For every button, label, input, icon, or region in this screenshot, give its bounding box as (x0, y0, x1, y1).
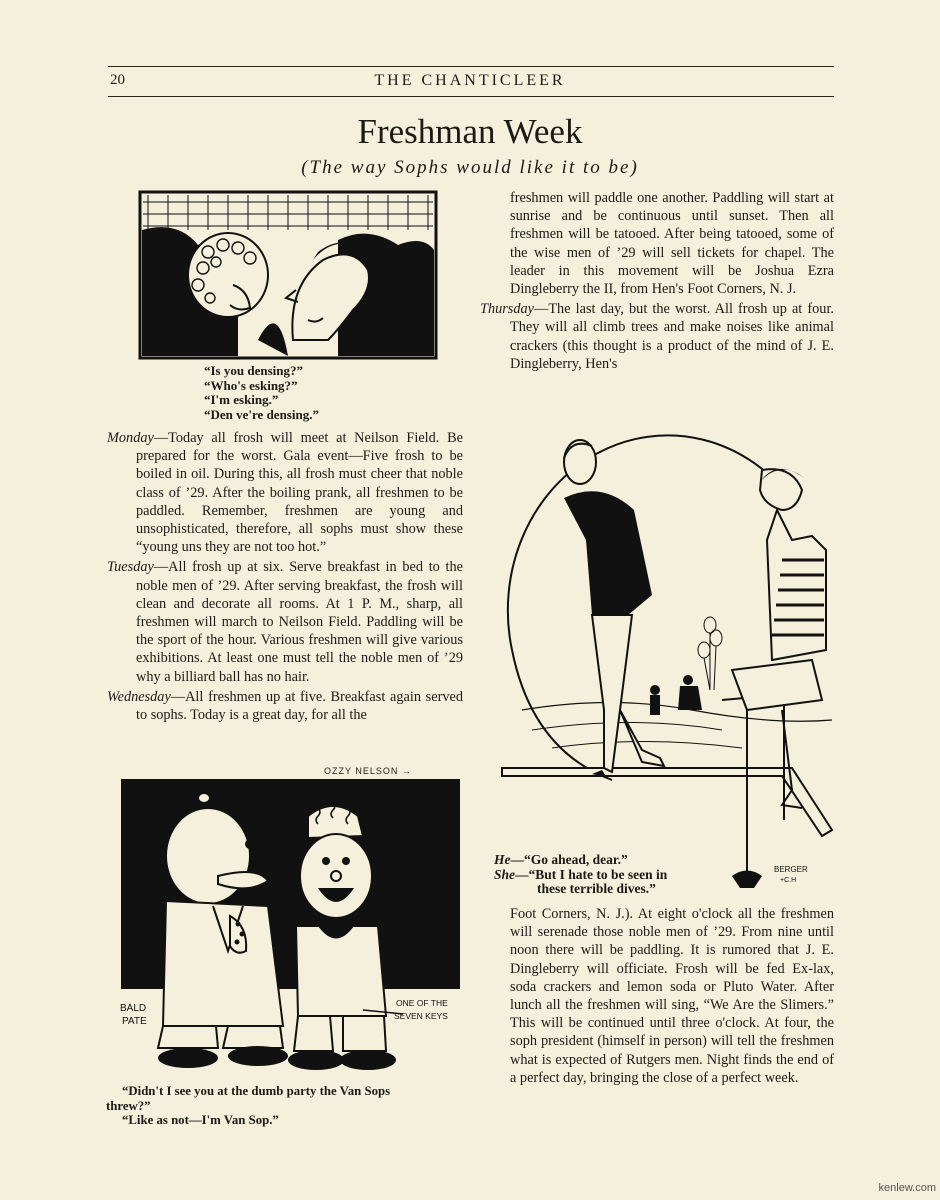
page-number: 20 (110, 72, 125, 88)
thursday-text: —The last day, but the worst. All frosh up at four. They will all climb trees and make noises like animal crackers (this thought is a product of the mind of J. E. Dingleberry, Hen's (510, 301, 834, 372)
thursday-label: Thursday (480, 301, 535, 318)
source-credit: kenlew.com (878, 1182, 936, 1194)
closing-paragraph: Foot Corners, N. J.). At eight o'clock all the freshmen will serenade those noble men of ’29. From nine until noon there will be paddling. It is rumored that J. E. Dingleberry will officiate. Frosh will be fed Ex-lax, soda crackers and lemon soda or Pluto Water. After lunch all the freshmen will sing, “We Are the Slimers.” This will be continued until three o'clock. At four, the soph president (himself in person) will tell the freshmen what is expected of Rutgers men. Night finds the end of a perfect day, bringing the close of a perfect week. (510, 906, 834, 1086)
monday-text: —Today all frosh will meet at Neilson Field. Be prepared for the worst. Gala event—Five frosh to be boiled in oil. During this, all frosh must cheer that noble class of ’29. After the boiling prank, all freshmen to be paddled. Remember, freshmen are young and unsophisticated, therefore, all sophs must show these “young uns they are not too hot.” (136, 430, 463, 556)
article-title: Freshman Week (357, 112, 583, 151)
continued-paragraph: freshmen will paddle one another. Paddling will start at sunrise and be continuous until sunset. Then all freshmen will be tatooed. After being tatooed, some of the wise men of ’29 will sell tickets for chapel. The leader in this movement will be Joshua Ezra Dingleberry the II, from Hen's Foot Corners, N. J. (510, 190, 834, 298)
label-one-of-the: ONE OF THE (396, 998, 448, 1008)
tuesday-paragraph (107, 558, 463, 685)
artist-signature: BERGER (774, 865, 808, 874)
caption-line: “Who's esking?” (204, 377, 298, 393)
dancing-couple-drawing (138, 190, 438, 360)
left-column (107, 429, 463, 724)
label-bald: BALD (120, 1003, 147, 1014)
artist-signature-2: +C.H (780, 877, 797, 884)
cartoon3-caption (106, 1084, 464, 1128)
caption-line: “Like as not—I'm Van Sop.” (122, 1113, 279, 1127)
caption-line: “Is you densing?” (204, 363, 303, 378)
magazine-title: THE CHANTICLEER (374, 72, 566, 89)
label-seven-keys: SEVEN KEYS (394, 1011, 448, 1021)
right-column-bottom (510, 905, 834, 1087)
caption-line: “Didn't I see you at the dumb party the Van Sops (122, 1084, 391, 1098)
cartoon1-caption (204, 364, 319, 422)
cartoon3-artist: OZZY NELSON → (324, 766, 412, 776)
bald-pate-drawing (118, 776, 463, 1086)
he-text: —“Go ahead, dear.” (510, 852, 628, 867)
caption-she-line-2: these terrible dives.” (537, 881, 656, 896)
bald-pate-cartoon (118, 776, 463, 1086)
header-top-rule (108, 66, 834, 67)
dancing-couple-cartoon (138, 190, 438, 360)
caption-line: threw?” (106, 1098, 151, 1113)
monday-label: Monday (107, 430, 154, 446)
header-bottom-rule (108, 96, 834, 97)
caption-he-line (494, 853, 667, 868)
she-text: —“But I hate to be seen in (515, 866, 668, 882)
caption-she-line (494, 868, 667, 883)
wednesday-text: —All freshmen up at five. Breakfast again served to sophs. Today is a great day, for all the (136, 688, 463, 724)
he-label: He (494, 852, 511, 867)
thursday-paragraph (480, 300, 834, 373)
she-label: She (494, 866, 516, 882)
wednesday-paragraph (107, 688, 463, 724)
cartoon2-caption (494, 853, 667, 897)
label-pate: PATE (122, 1016, 147, 1027)
caption-line: “Den ve're densing.” (204, 406, 319, 422)
right-column-top (480, 189, 834, 373)
article-subtitle: (The way Sophs would like it to be) (301, 157, 639, 178)
monday-paragraph (107, 429, 463, 556)
tuesday-text: —All frosh up at six. Serve breakfast in bed to the noble men of ’29. After serving breakfast, the frosh will clean and decorate all rooms. At 1 P. M., sharp, all freshmen will march to Neilson Field. Paddling will be the sport of the hour. Various freshmen will give various exhibitions. At least one must tell the noble men of ’29 why a billiard ball has no hair. (136, 559, 463, 685)
caption-line: “I'm esking.” (204, 392, 279, 407)
wednesday-label: Wednesday (107, 688, 171, 705)
swimmers-drawing (492, 410, 834, 890)
swimmers-cartoon (492, 410, 834, 890)
tuesday-label: Tuesday (107, 559, 154, 576)
